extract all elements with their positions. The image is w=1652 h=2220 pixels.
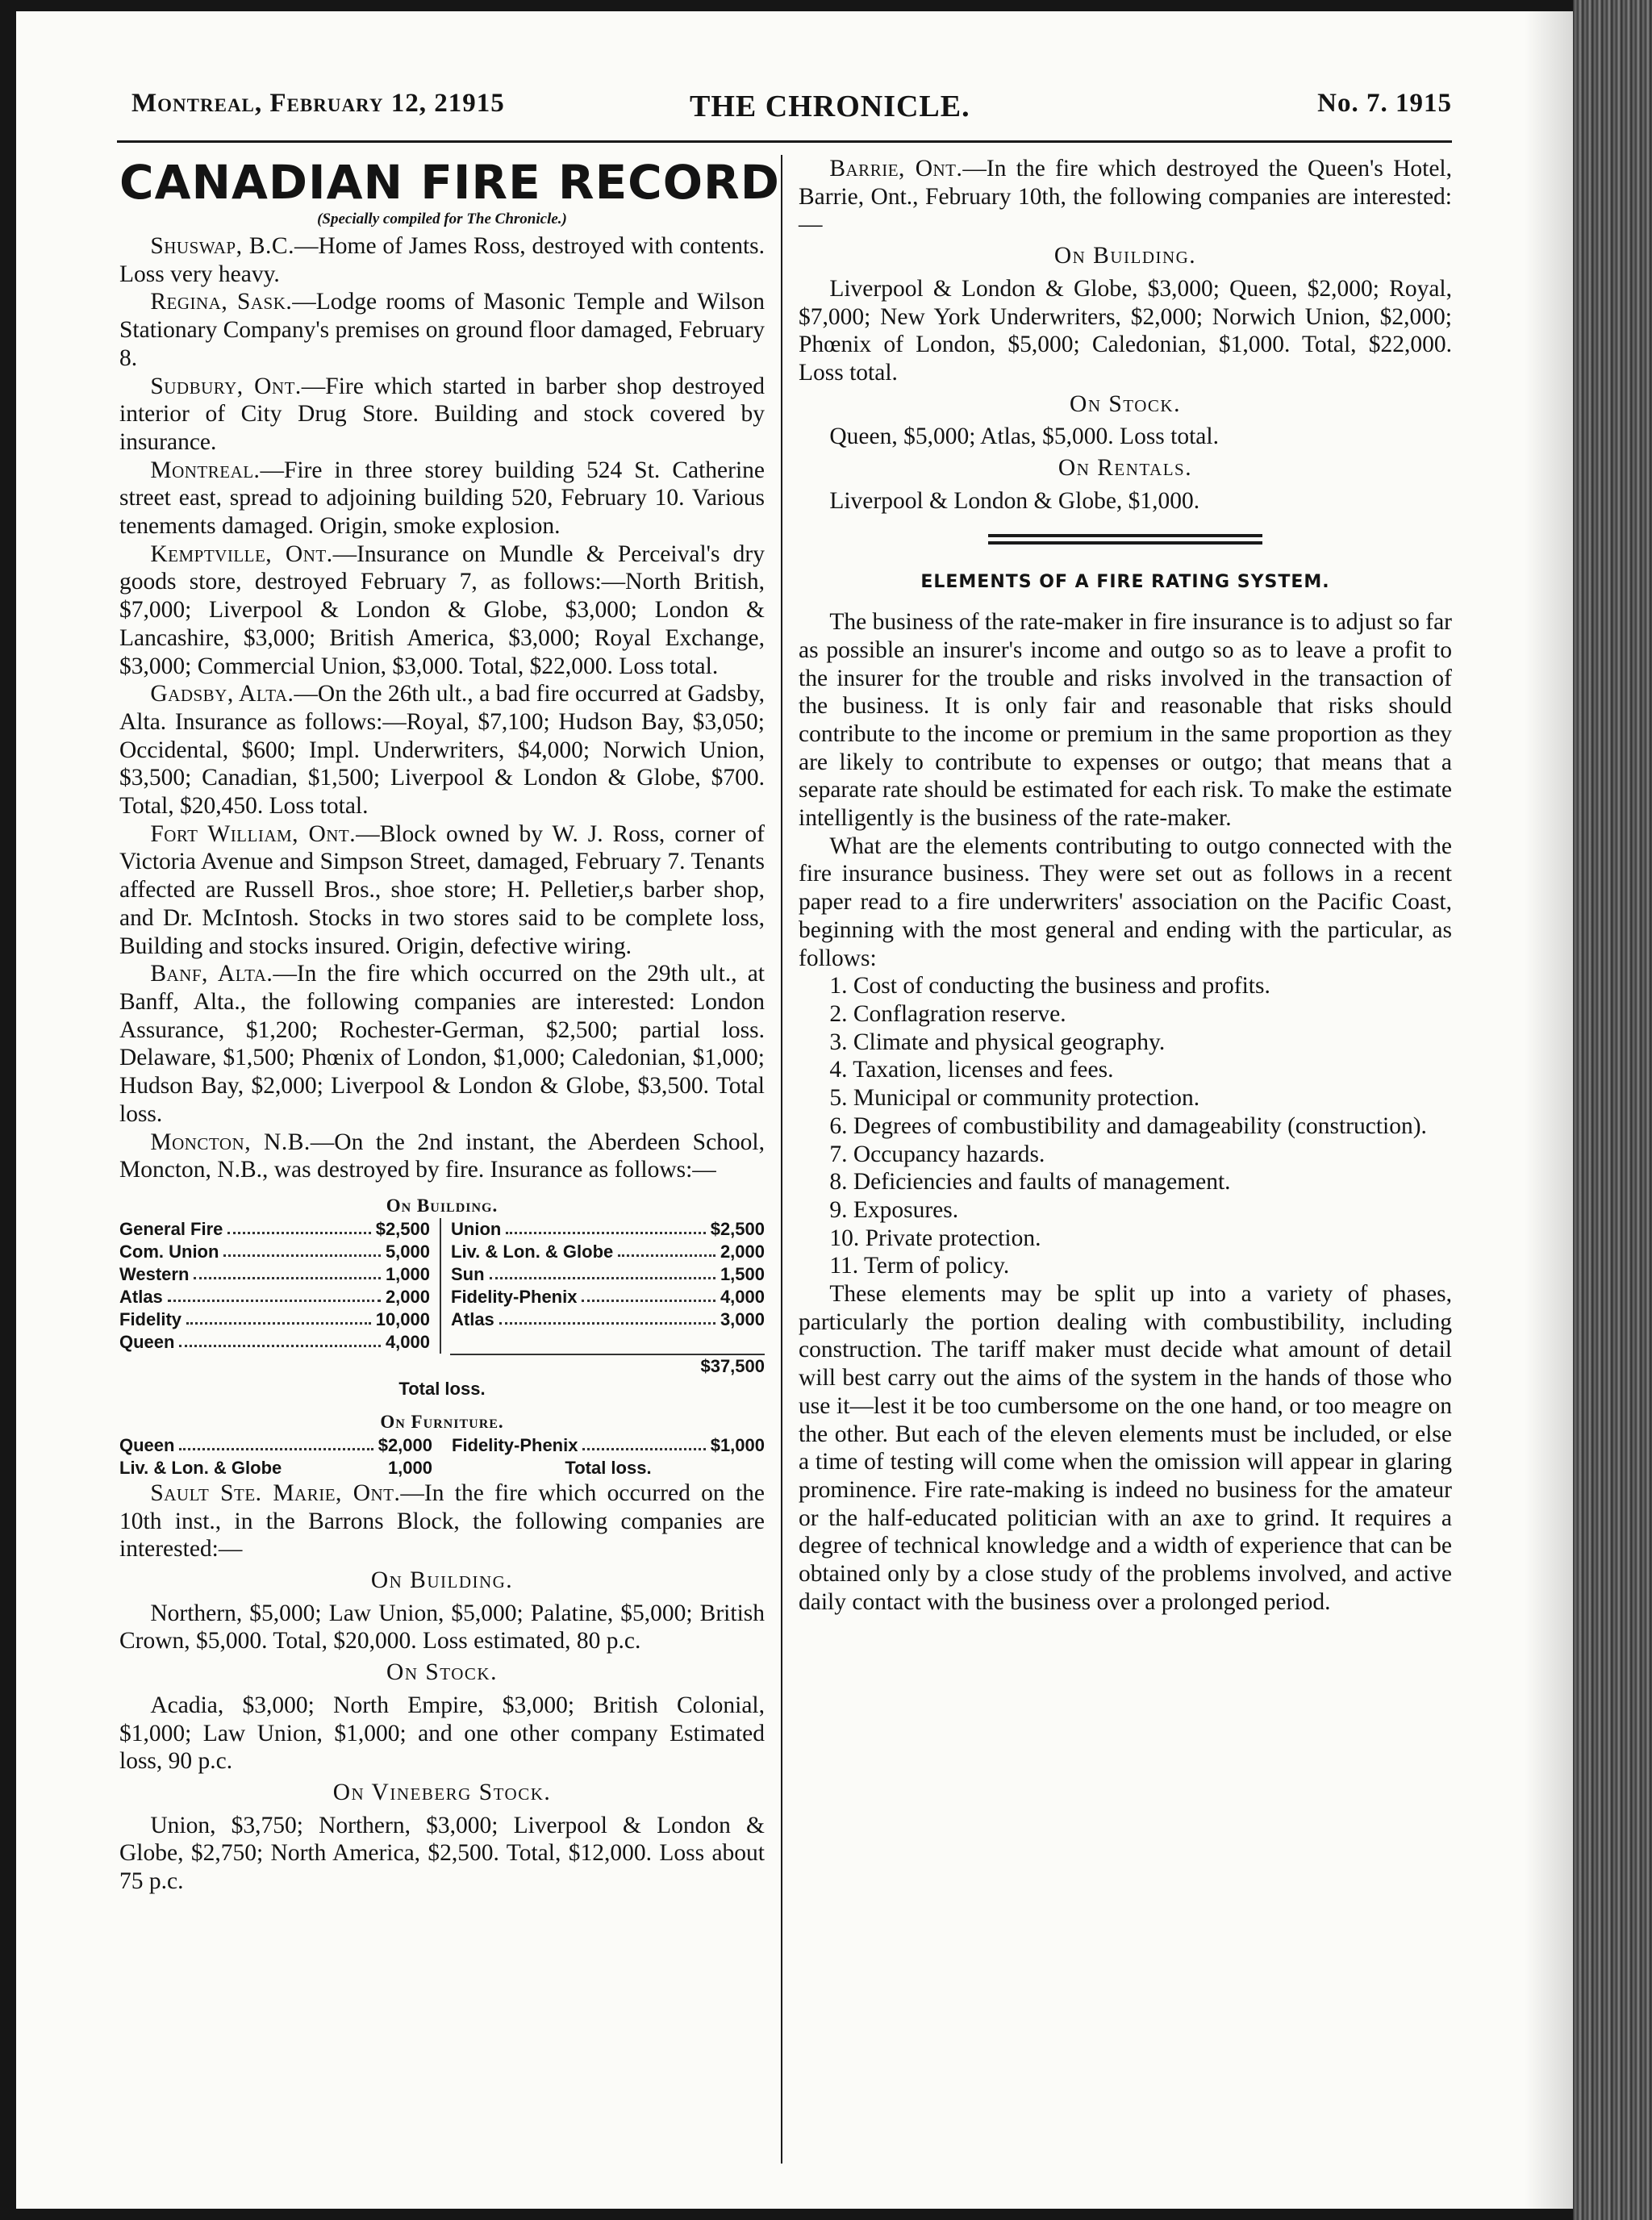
barrie-building-heading: On Building. [1053, 243, 1197, 269]
entry-place: Regina, Sask. [150, 289, 293, 315]
fire-entry [119, 373, 765, 457]
fire-entry [119, 1129, 765, 1184]
entry-place: Barrie, Ont. [829, 156, 963, 182]
entry-place: Kemptville, Ont. [150, 540, 333, 567]
elements-paragraph: What are the elements contributing to outgo connected with the fire insurance business. They were set out as follows in a recent paper read to a fire underwriters' association on the Pacific Coast, beginning with the most general and ending with the particular, as follows: [799, 832, 1452, 971]
fire-entry [799, 155, 1452, 239]
fire-entry [119, 1479, 765, 1563]
amount: 3,000 [720, 1308, 765, 1329]
table-column [119, 1218, 441, 1354]
amount: 1,000 [387, 1457, 432, 1478]
table-row [451, 1263, 765, 1286]
table-row [119, 1434, 432, 1457]
entry-place: Fort William, Ont. [150, 820, 357, 847]
list-item: 10. Private protection. [829, 1225, 1041, 1251]
amount: 4,000 [385, 1331, 430, 1352]
amount: 4,000 [720, 1286, 765, 1307]
entry-text: —In the fire which destroyed the Queen's Hotel, Barrie, Ont., February 10th, the following companies are interested:— [799, 156, 1452, 238]
company-name: Fidelity-Phenix [452, 1434, 578, 1455]
list-item: 8. Deficiencies and faults of management. [829, 1169, 1231, 1196]
list-item: 6. Degrees of combustibility and damageability (construction). [829, 1112, 1427, 1139]
amount: $2,500 [710, 1218, 765, 1239]
fire-record-subtitle: (Specially compiled for The Chronicle.) [317, 211, 567, 227]
newspaper-page [16, 11, 1573, 2209]
fire-entry [119, 288, 765, 372]
amount: $2,000 [378, 1434, 432, 1455]
table-row [119, 1241, 430, 1263]
elements-paragraph: These elements may be split up into a variety of phases, particularly the portion dealing with combustibility, including construction. The tariff maker must decide what amount of detail will best carry out the aims of the system in the hands of those who use it—lest it be too cumbersome on the one hand, or too meagre on the other. But each of the eleven elements must be included, or else a time of testing will come when the omission will appear in glaring prominence. Fire rate-making is indeed no business for the amateur or the half-educated politician with an axe to grind. It requires a degree of technical knowledge and a width of experience that can be obtained only by a close study of the problems involved, and active daily contact with the business over a prolonged period. [799, 1281, 1452, 1615]
moncton-furniture-heading: On Furniture. [380, 1411, 504, 1432]
fire-entry [119, 960, 765, 1128]
list-item: 11. Term of policy. [829, 1253, 1010, 1279]
elements-paragraph: The business of the rate-maker in fire insurance is to adjust so far as possible an insurer's income and outgo so as to leave a profit to the insurer for the trouble and risks involved in the transaction of the business. It is only fair and reasonable that risks should contribute to the income or premium in the same proportion as they are likely to contribute to expenses or outgo; that means that a separate rate should be estimated for each risk. To make the estimate intelligently is the business of the rate-maker. [799, 609, 1453, 832]
barrie-rentals-text: Liverpool & London & Globe, $1,000. [829, 487, 1200, 514]
entry-text: —Insurance on Mundle & Perceival's dry goods store, destroyed February 7, as follows:—North British, $7,000; Liverpool & London & Globe, $3,000; London & Lancashire, $3,000; British America, $3,000; Royal Exchange, $3,000; Commercial Union, $3,000. Total, $22,000. Loss total. [119, 540, 765, 679]
table-row [119, 1457, 432, 1479]
company-name: Atlas [119, 1286, 163, 1307]
entry-text: —Fire which started in barber shop destroyed interior of City Drug Store. Building and stock covered by insurance. [119, 373, 765, 455]
table-loss-note: Total loss. [398, 1378, 486, 1399]
table-total: $37,500 [450, 1354, 765, 1378]
list-item: 1. Cost of conducting the business and profits. [829, 973, 1270, 999]
table-loss-note: Total loss. [565, 1457, 652, 1478]
sault-building-heading: On Building. [370, 1567, 514, 1594]
barrie-stock-heading: On Stock. [1070, 390, 1181, 417]
table-row [452, 1434, 765, 1457]
company-name: Fidelity [119, 1308, 182, 1329]
header-rule [117, 140, 1452, 143]
entry-text: —Block owned by W. J. Ross, corner of Victoria Avenue and Simpson Street, damaged, February 7. Tenants affected are Russell Bros., shoe store; H. Pelletier,s barber shop, and Dr. McIntosh. Stocks in two stores said to be complete loss, Building and stocks insured. Origin, defective wiring. [119, 820, 765, 959]
amount: $2,500 [375, 1218, 430, 1239]
entry-text: —Home of James Ross, destroyed with contents. Loss very heavy. [119, 233, 766, 287]
left-column [119, 155, 780, 1896]
list-item: 7. Occupancy hazards. [829, 1141, 1045, 1167]
table-row [119, 1286, 430, 1308]
header-dateline: Montreal, February 12, 21915 [131, 89, 505, 118]
page-header [117, 89, 1452, 136]
entry-text: —Fire in three storey building 524 St. Catherine street east, spread to adjoining building 520, February 10. Various tenements damaged. Origin, smoke explosion. [119, 457, 765, 540]
entry-place: Banf, Alta. [150, 961, 273, 987]
company-name: General Fire [119, 1218, 223, 1239]
table-row [119, 1218, 430, 1241]
sault-stock-heading: On Stock. [386, 1659, 498, 1686]
fire-entry [119, 540, 765, 681]
sault-building-text: Northern, $5,000; Law Union, $5,000; Palatine, $5,000; British Crown, $5,000. Total, $20,000. Loss estimated, 80 p.c. [119, 1600, 765, 1655]
list-item: 2. Conflagration reserve. [829, 1000, 1066, 1027]
moncton-building-table [119, 1218, 765, 1400]
entry-place: Gadsby, Alta. [150, 681, 294, 707]
barrie-building-text: Liverpool & London & Globe, $3,000; Queen, $2,000; Royal, $7,000; New York Underwriters, $2,000; Norwich Union, $2,000; Phœnix of London, $5,000; Caledonian, $1,000. Total, $22,000. Loss total. [799, 275, 1452, 386]
list-item: 4. Taxation, licenses and fees. [829, 1057, 1114, 1083]
company-name: Union [451, 1218, 502, 1239]
company-name: Atlas [451, 1308, 494, 1329]
company-name: Queen [119, 1331, 175, 1352]
barrie-rentals-heading: On Rentals. [1058, 455, 1193, 482]
amount: 1,000 [385, 1263, 430, 1284]
sault-vineberg-text: Union, $3,750; Northern, $3,000; Liverpool & London & Globe, $2,750; North America, $2,500. Total, $12,000. Loss about 75 p.c. [119, 1812, 765, 1895]
book-page-edges [1573, 0, 1652, 2220]
table-row [119, 1331, 430, 1354]
moncton-furniture-table [119, 1434, 765, 1479]
table-row [451, 1286, 765, 1308]
list-item: 3. Climate and physical geography. [829, 1029, 1166, 1055]
amount: 2,000 [385, 1286, 430, 1307]
amount: $1,000 [710, 1434, 765, 1455]
amount: 10,000 [375, 1308, 430, 1329]
fire-record-title: CANADIAN FIRE RECORD [119, 155, 780, 210]
moncton-building-heading: On Building. [386, 1195, 499, 1216]
table-column [442, 1434, 765, 1479]
fire-entry [119, 232, 765, 288]
amount: 5,000 [385, 1241, 430, 1262]
table-row [451, 1241, 765, 1263]
entry-text: —Lodge rooms of Masonic Temple and Wilson Stationary Company's premises on ground floor damaged, February 8. [119, 289, 766, 371]
table-row [119, 1263, 430, 1286]
amount: 2,000 [720, 1241, 765, 1262]
sault-stock-text: Acadia, $3,000; North Empire, $3,000; British Colonial, $1,000; Law Union, $1,000; and one other company Estimated loss, 90 p.c. [119, 1692, 765, 1775]
entry-place: Sault Ste. Marie, Ont. [150, 1479, 401, 1506]
fire-entry [119, 457, 765, 540]
entry-place: Sudbury, Ont. [150, 373, 302, 399]
elements-list [799, 972, 1452, 1280]
header-masthead: THE CHRONICLE. [690, 90, 970, 123]
list-item: 9. Exposures. [829, 1196, 959, 1223]
company-name: Fidelity-Phenix [451, 1286, 578, 1307]
entry-place: Shuswap, B.C. [150, 233, 294, 259]
entry-text: —In the fire which occurred on the 10th inst., in the Barrons Block, the following companies are interested:— [119, 1479, 765, 1563]
table-column [441, 1218, 765, 1354]
right-column [799, 155, 1452, 1616]
entry-place: Montreal. [150, 457, 261, 483]
company-name: Queen [119, 1434, 175, 1455]
entry-place: Moncton, N.B. [150, 1129, 311, 1155]
barrie-stock-text: Queen, $5,000; Atlas, $5,000. Loss total. [829, 424, 1219, 450]
company-name: Sun [451, 1263, 485, 1284]
company-name: Western [119, 1263, 190, 1284]
company-name: Com. Union [119, 1241, 219, 1262]
entry-text: —On the 2nd instant, the Aberdeen School, Moncton, N.B., was destroyed by fire. Insurance as follows:— [119, 1129, 766, 1183]
fire-entry [119, 680, 765, 820]
table-row [451, 1218, 765, 1241]
table-row [119, 1308, 430, 1331]
entry-text: —On the 26th ult., a bad fire occurred at Gadsby, Alta. Insurance as follows:—Royal, $7,100; Hudson Bay, $3,050; Occidental, $600; Impl. Underwriters, $4,000; Norwich Union, $3,500; Canadian, $1,500; Liverpool & London & Globe, $700. Total, $20,450. Loss total. [119, 681, 765, 820]
company-name: Liv. & Lon. & Globe [119, 1457, 282, 1478]
fire-entry [119, 820, 765, 961]
amount: 1,500 [720, 1263, 765, 1284]
entry-text: —In the fire which occurred on the 29th ult., at Banff, Alta., the following companies are interested: London Assurance, $1,200; Rochester-German, $2,500; partial loss. Delaware, $1,500; Phœnix of London, $1,000; Caledonian, $1,000; Hudson Bay, $2,000; Liverpool & London & Globe, $3,500. Total loss. [119, 961, 765, 1127]
sault-vineberg-heading: On Vineberg Stock. [332, 1779, 552, 1805]
list-item: 5. Municipal or community protection. [829, 1085, 1200, 1112]
column-rule [781, 155, 782, 2164]
table-row [451, 1308, 765, 1331]
company-name: Liv. & Lon. & Globe [451, 1241, 614, 1262]
table-column [119, 1434, 442, 1479]
section-divider [988, 534, 1262, 545]
header-issue-number: No. 7. 1915 [1317, 89, 1452, 118]
elements-title: ELEMENTS OF A FIRE RATING SYSTEM. [920, 572, 1330, 593]
